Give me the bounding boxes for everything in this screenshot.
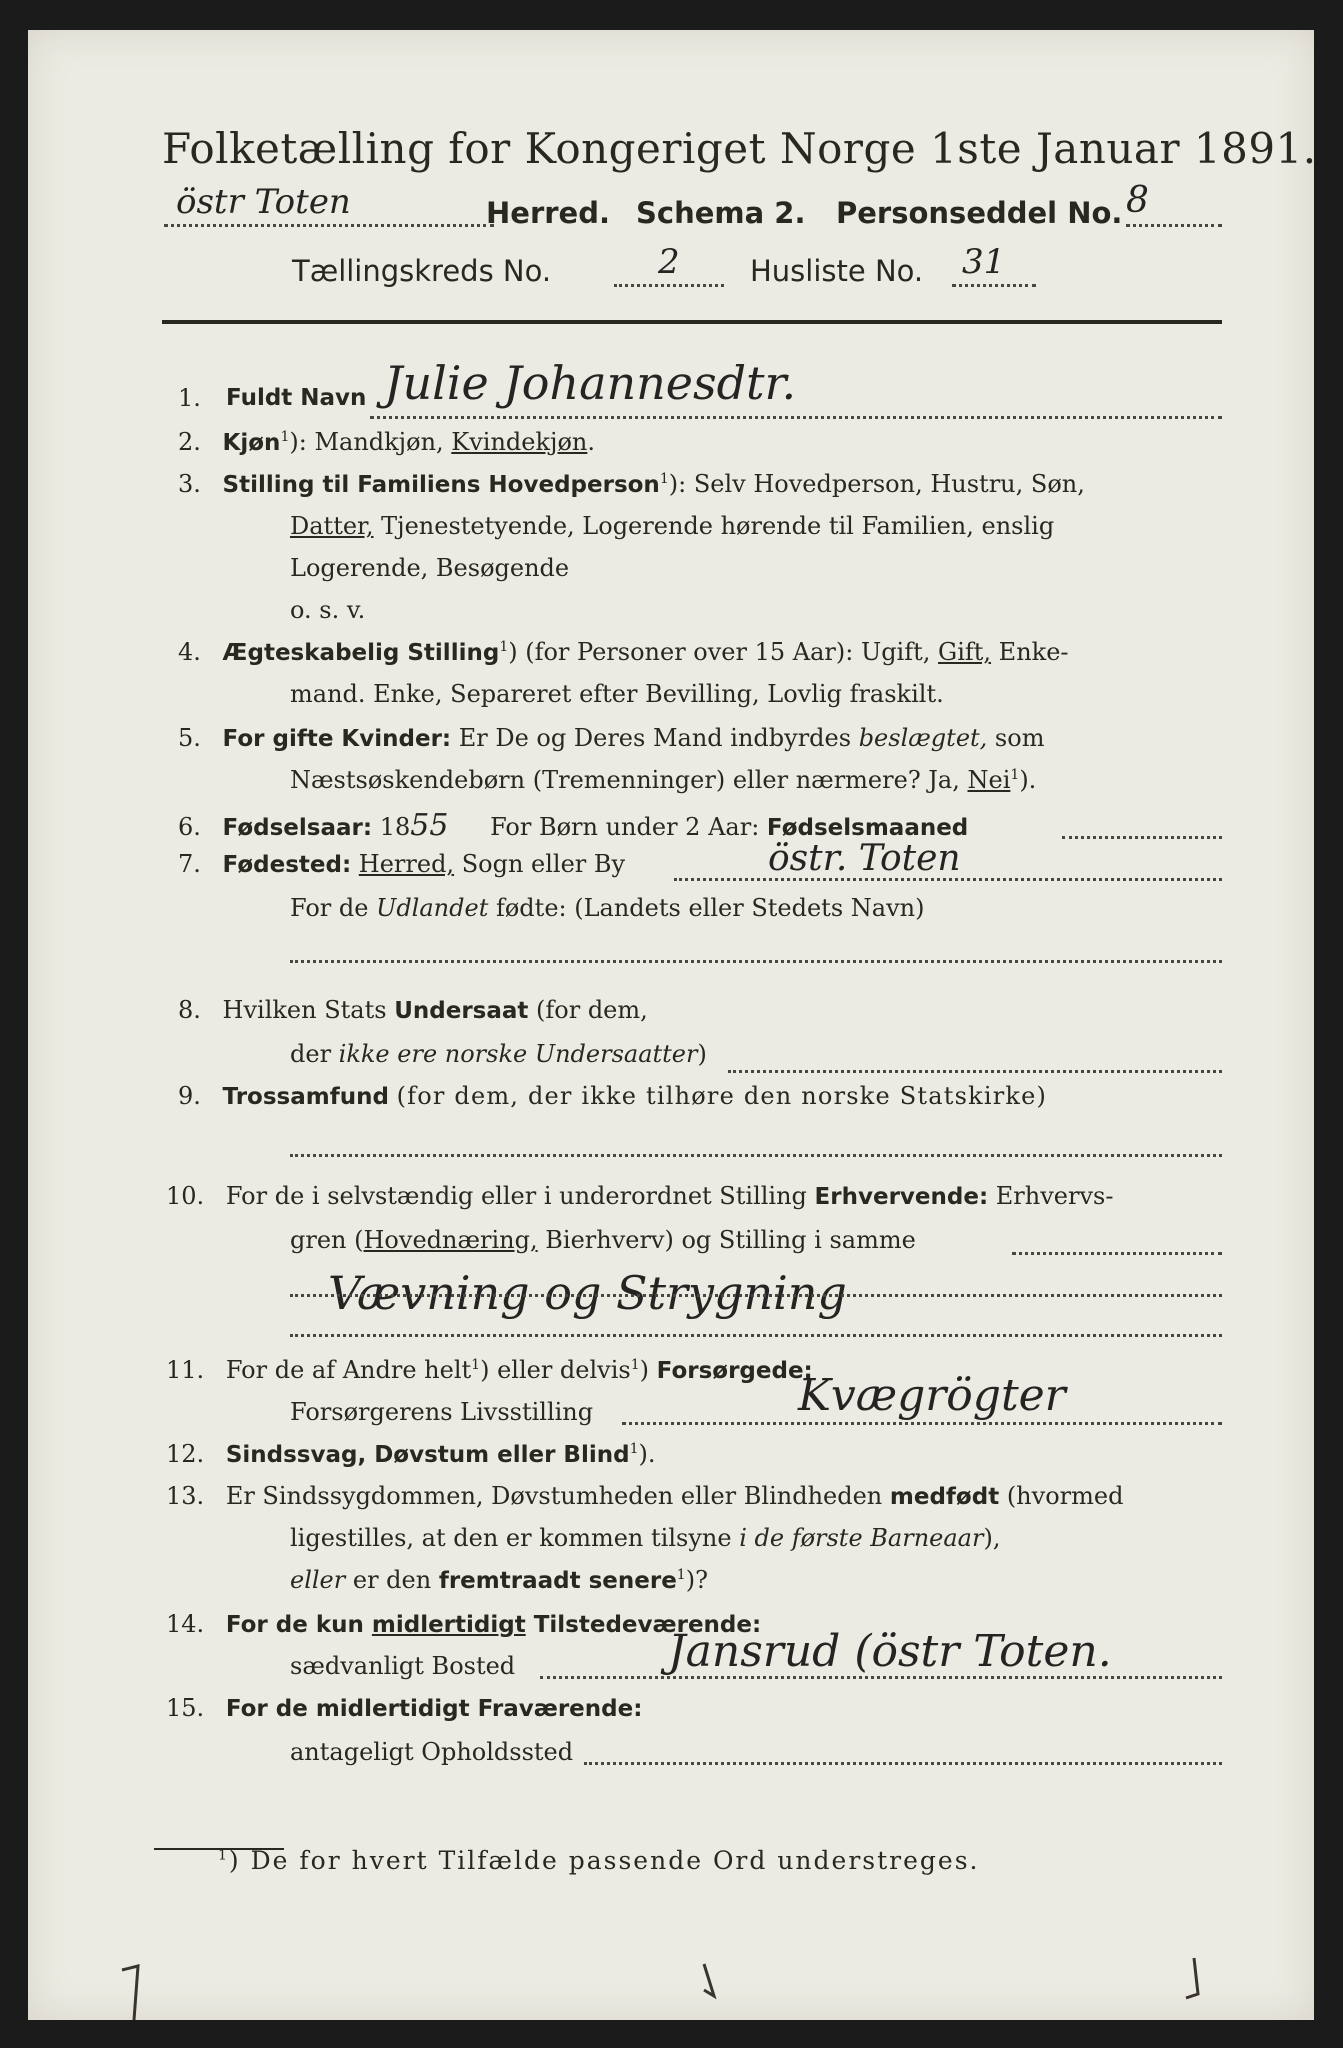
q13-eller: eller: [290, 1566, 346, 1594]
q7-herred: Herred,: [358, 850, 455, 878]
q15-line1: [166, 1694, 643, 1722]
q11-line2: Forsørgerens Livsstilling: [290, 1398, 594, 1426]
q7-line1: [178, 850, 625, 878]
q6-label2: Fødselsmaaned: [766, 815, 969, 841]
q7-rest-b: Sogn eller By: [454, 850, 626, 878]
husliste-dots: [952, 284, 1036, 287]
q6-dots: [1062, 836, 1222, 839]
q14-line1-a: For de kun: [225, 1612, 372, 1638]
q11-forsorgede: Forsørgede:: [656, 1358, 813, 1384]
q15-number: 15.: [166, 1694, 205, 1722]
q2-line: [178, 428, 595, 456]
q11-dots: [622, 1422, 1222, 1425]
q2-sup: 1: [280, 429, 290, 445]
q1-value: Julie Johannesdtr.: [384, 356, 797, 410]
q10-line2-a: gren (: [290, 1226, 364, 1254]
q13-line2-a: ligestilles, at den er kommen tilsyne: [290, 1524, 740, 1552]
herred-value: östr Toten: [176, 182, 351, 222]
q5-line2: [290, 766, 1036, 794]
header-rule: [162, 320, 1222, 324]
q6-number: 6.: [178, 813, 201, 841]
footnote-text: ) De for hvert Tilfælde passende Ord understreges.: [228, 1846, 980, 1875]
q2-label: Kjøn: [222, 430, 281, 456]
q2-rest-c: .: [587, 428, 596, 456]
q13-number: 13.: [166, 1482, 205, 1510]
q6-prefix: 18: [379, 813, 411, 841]
footnote-sup: 1: [218, 1847, 229, 1864]
q8-line1-a: Hvilken Stats: [222, 996, 395, 1024]
q15-dots: [584, 1762, 1222, 1765]
q1-number: 1.: [178, 384, 201, 412]
q12-line: [166, 1440, 656, 1468]
q9-number: 9.: [178, 1082, 201, 1110]
husliste-value: 31: [962, 242, 1006, 282]
q5-line1: [178, 724, 1044, 752]
q8-ikke-norske: ikke ere norske Undersaatter: [338, 1040, 698, 1068]
q3-line4: o. s. v.: [290, 596, 366, 624]
q4-number: 4.: [178, 638, 201, 666]
q13-line2: [290, 1524, 1000, 1552]
q11-line1-a: For de af Andre helt: [225, 1356, 472, 1384]
q4-gift: Gift,: [938, 638, 992, 666]
q10-value: Vævning og Strygning: [328, 1266, 847, 1320]
q5-beslaegtet: beslægtet,: [858, 724, 988, 752]
q9-line: [178, 1082, 1047, 1110]
q8-line1: [178, 996, 648, 1024]
schema-label: Schema 2.: [636, 196, 806, 230]
q5-rest-b: som: [987, 724, 1045, 752]
q6-label: Fødselsaar:: [222, 815, 373, 841]
q4-line2: mand. Enke, Separeret efter Bevilling, Lovlig fraskilt.: [290, 680, 944, 708]
q15-label: For de midlertidigt Fraværende:: [225, 1696, 643, 1722]
q4-rest-a: ) (for Personer over 15 Aar): Ugift,: [508, 638, 939, 666]
q13-line2-b: ),: [983, 1524, 1001, 1552]
q13-line1-c: (hvormed: [999, 1482, 1124, 1510]
q11-sup-b: 1: [630, 1357, 640, 1373]
q13-line3-c: )?: [685, 1566, 708, 1594]
q12-label: Sindssvag, Døvstum eller Blind: [225, 1442, 630, 1468]
q10-line3-dots: [290, 1294, 1222, 1297]
q10-hovednaering: Hovednæring,: [363, 1226, 538, 1254]
q13-senere: fremtraadt senere: [438, 1568, 677, 1594]
q2-rest-b: Kvindekjøn: [451, 428, 588, 456]
q7-udlandet: Udlandet: [376, 894, 489, 922]
paper-corner-mark-left: [116, 1960, 166, 2030]
paper-corner-mark-center: [696, 1960, 726, 2010]
q2-rest-a: ): Mandkjøn,: [289, 428, 452, 456]
q3-line2: [290, 512, 1054, 540]
kreds-dots: [614, 284, 724, 287]
herred-dots: [164, 224, 494, 227]
q4-rest-c: Enke-: [991, 638, 1069, 666]
q11-line1-c: ): [639, 1356, 650, 1384]
q14-number: 14.: [166, 1610, 205, 1638]
q10-line1-c: Erhvervs-: [988, 1182, 1114, 1210]
q8-line2-a: der: [290, 1040, 339, 1068]
q12-sup: 1: [629, 1441, 639, 1457]
q10-line1: [166, 1182, 1114, 1210]
q11-value: Kvægrögter: [798, 1370, 1066, 1421]
q6-value: 55: [410, 808, 449, 843]
q7-line2-a: For de: [290, 894, 377, 922]
paper-corner-mark-right: [1180, 1954, 1210, 2014]
census-form-sheet: [28, 30, 1317, 2020]
q10-line2: [290, 1226, 916, 1254]
q6-rest: For Børn under 2 Aar:: [490, 813, 760, 841]
q4-sup: 1: [499, 639, 509, 655]
q7-line3-dots: [290, 960, 1222, 963]
q10-number: 10.: [166, 1182, 205, 1210]
q9-rest: (for dem, der ikke tilhøre den norske Statskirke): [396, 1082, 1048, 1110]
q14-line1-c: Tilstedeværende:: [525, 1612, 762, 1638]
q1-label: Fuldt Navn: [226, 385, 367, 411]
q7-line2: [290, 894, 924, 922]
footnote: [218, 1846, 979, 1875]
q10-erhvervende: Erhvervende:: [814, 1184, 989, 1210]
q3-line3: Logerende, Besøgende: [290, 554, 570, 582]
q13-sup: 1: [676, 1567, 686, 1583]
q14-midlertidigt: midlertidigt: [371, 1612, 526, 1638]
q3-sup: 1: [659, 471, 669, 487]
q9-label: Trossamfund: [222, 1084, 389, 1110]
q7-line2-b: fødte: (Landets eller Stedets Navn): [488, 894, 925, 922]
q11-line1: [166, 1356, 813, 1384]
q10-line1-a: For de i selvstændig eller i underordnet Stilling: [225, 1182, 815, 1210]
q3-rest: ): Selv Hovedperson, Hustru, Søn,: [668, 470, 1085, 498]
kreds-label: Tællingskreds No.: [292, 254, 552, 288]
q11-line1-b: ) eller delvis: [480, 1356, 631, 1384]
q5-number: 5.: [178, 724, 201, 752]
q3-line2-rest: Tjenestetyende, Logerende hørende til Familien, enslig: [373, 512, 1055, 540]
q8-line1-c: (for dem,: [528, 996, 648, 1024]
husliste-label: Husliste No.: [750, 254, 924, 288]
q13-line1-a: Er Sindssygdommen, Døvstumheden eller Blindheden: [225, 1482, 890, 1510]
q3-label: Stilling til Familiens Hovedperson: [222, 472, 660, 498]
q12-rest: ).: [638, 1440, 656, 1468]
q7-value: östr. Toten: [768, 838, 961, 879]
q8-undersaat: Undersaat: [394, 998, 529, 1024]
q8-number: 8.: [178, 996, 201, 1024]
personseddel-dots: [1126, 224, 1222, 227]
q2-number: 2.: [178, 428, 201, 456]
personseddel-value: 8: [1126, 180, 1149, 221]
q5-nei: Nei: [967, 766, 1011, 794]
q15-line2: antageligt Opholdssted: [290, 1738, 574, 1766]
q11-number: 11.: [166, 1356, 205, 1384]
q13-line3: [290, 1566, 708, 1594]
q5-rest-a: Er De og Deres Mand indbyrdes: [451, 724, 859, 752]
q5-label: For gifte Kvinder:: [222, 726, 452, 752]
q3-number: 3.: [178, 470, 201, 498]
q5-line2-a: Næstsøskendebørn (Tremenninger) eller nærmere? Ja,: [290, 766, 968, 794]
q13-line1: [166, 1482, 1124, 1510]
kreds-value: 2: [658, 242, 680, 282]
q14-line2: sædvanligt Bosted: [290, 1652, 516, 1680]
q14-value: Jansrud (östr Toten.: [668, 1626, 1112, 1677]
q4-line1: [178, 638, 1069, 666]
q4-label: Ægteskabelig Stilling: [222, 640, 500, 666]
q13-forste-barneaar: i de første Barneaar: [739, 1524, 984, 1552]
q5-sup: 1: [1010, 767, 1020, 783]
q1-dots: [370, 416, 1222, 419]
q3-datter: Datter,: [290, 512, 374, 540]
q8-dots: [728, 1070, 1222, 1073]
q10-line4-dots: [290, 1334, 1222, 1337]
q13-medfodt: medfødt: [889, 1484, 1000, 1510]
q5-line2-c: ).: [1019, 766, 1037, 794]
q8-line2-b: ): [697, 1040, 707, 1068]
q7-dots: [674, 878, 1222, 881]
q9-dots: [290, 1154, 1222, 1157]
q12-number: 12.: [166, 1440, 205, 1468]
q11-sup-a: 1: [471, 1357, 481, 1373]
q13-line3-a: er den: [345, 1566, 439, 1594]
q3-line1: [178, 470, 1085, 498]
q7-number: 7.: [178, 850, 201, 878]
herred-label: Herred.: [486, 196, 610, 230]
q7-label: Fødested:: [222, 852, 352, 878]
q8-line2: [290, 1040, 707, 1068]
q10-line2-c: Bierhverv) og Stilling i samme: [537, 1226, 916, 1254]
q10-line2-dots: [1012, 1252, 1222, 1255]
form-title: Folketælling for Kongeriget Norge 1ste Januar 1891.: [162, 124, 1317, 173]
personseddel-label: Personseddel No.: [836, 196, 1123, 230]
